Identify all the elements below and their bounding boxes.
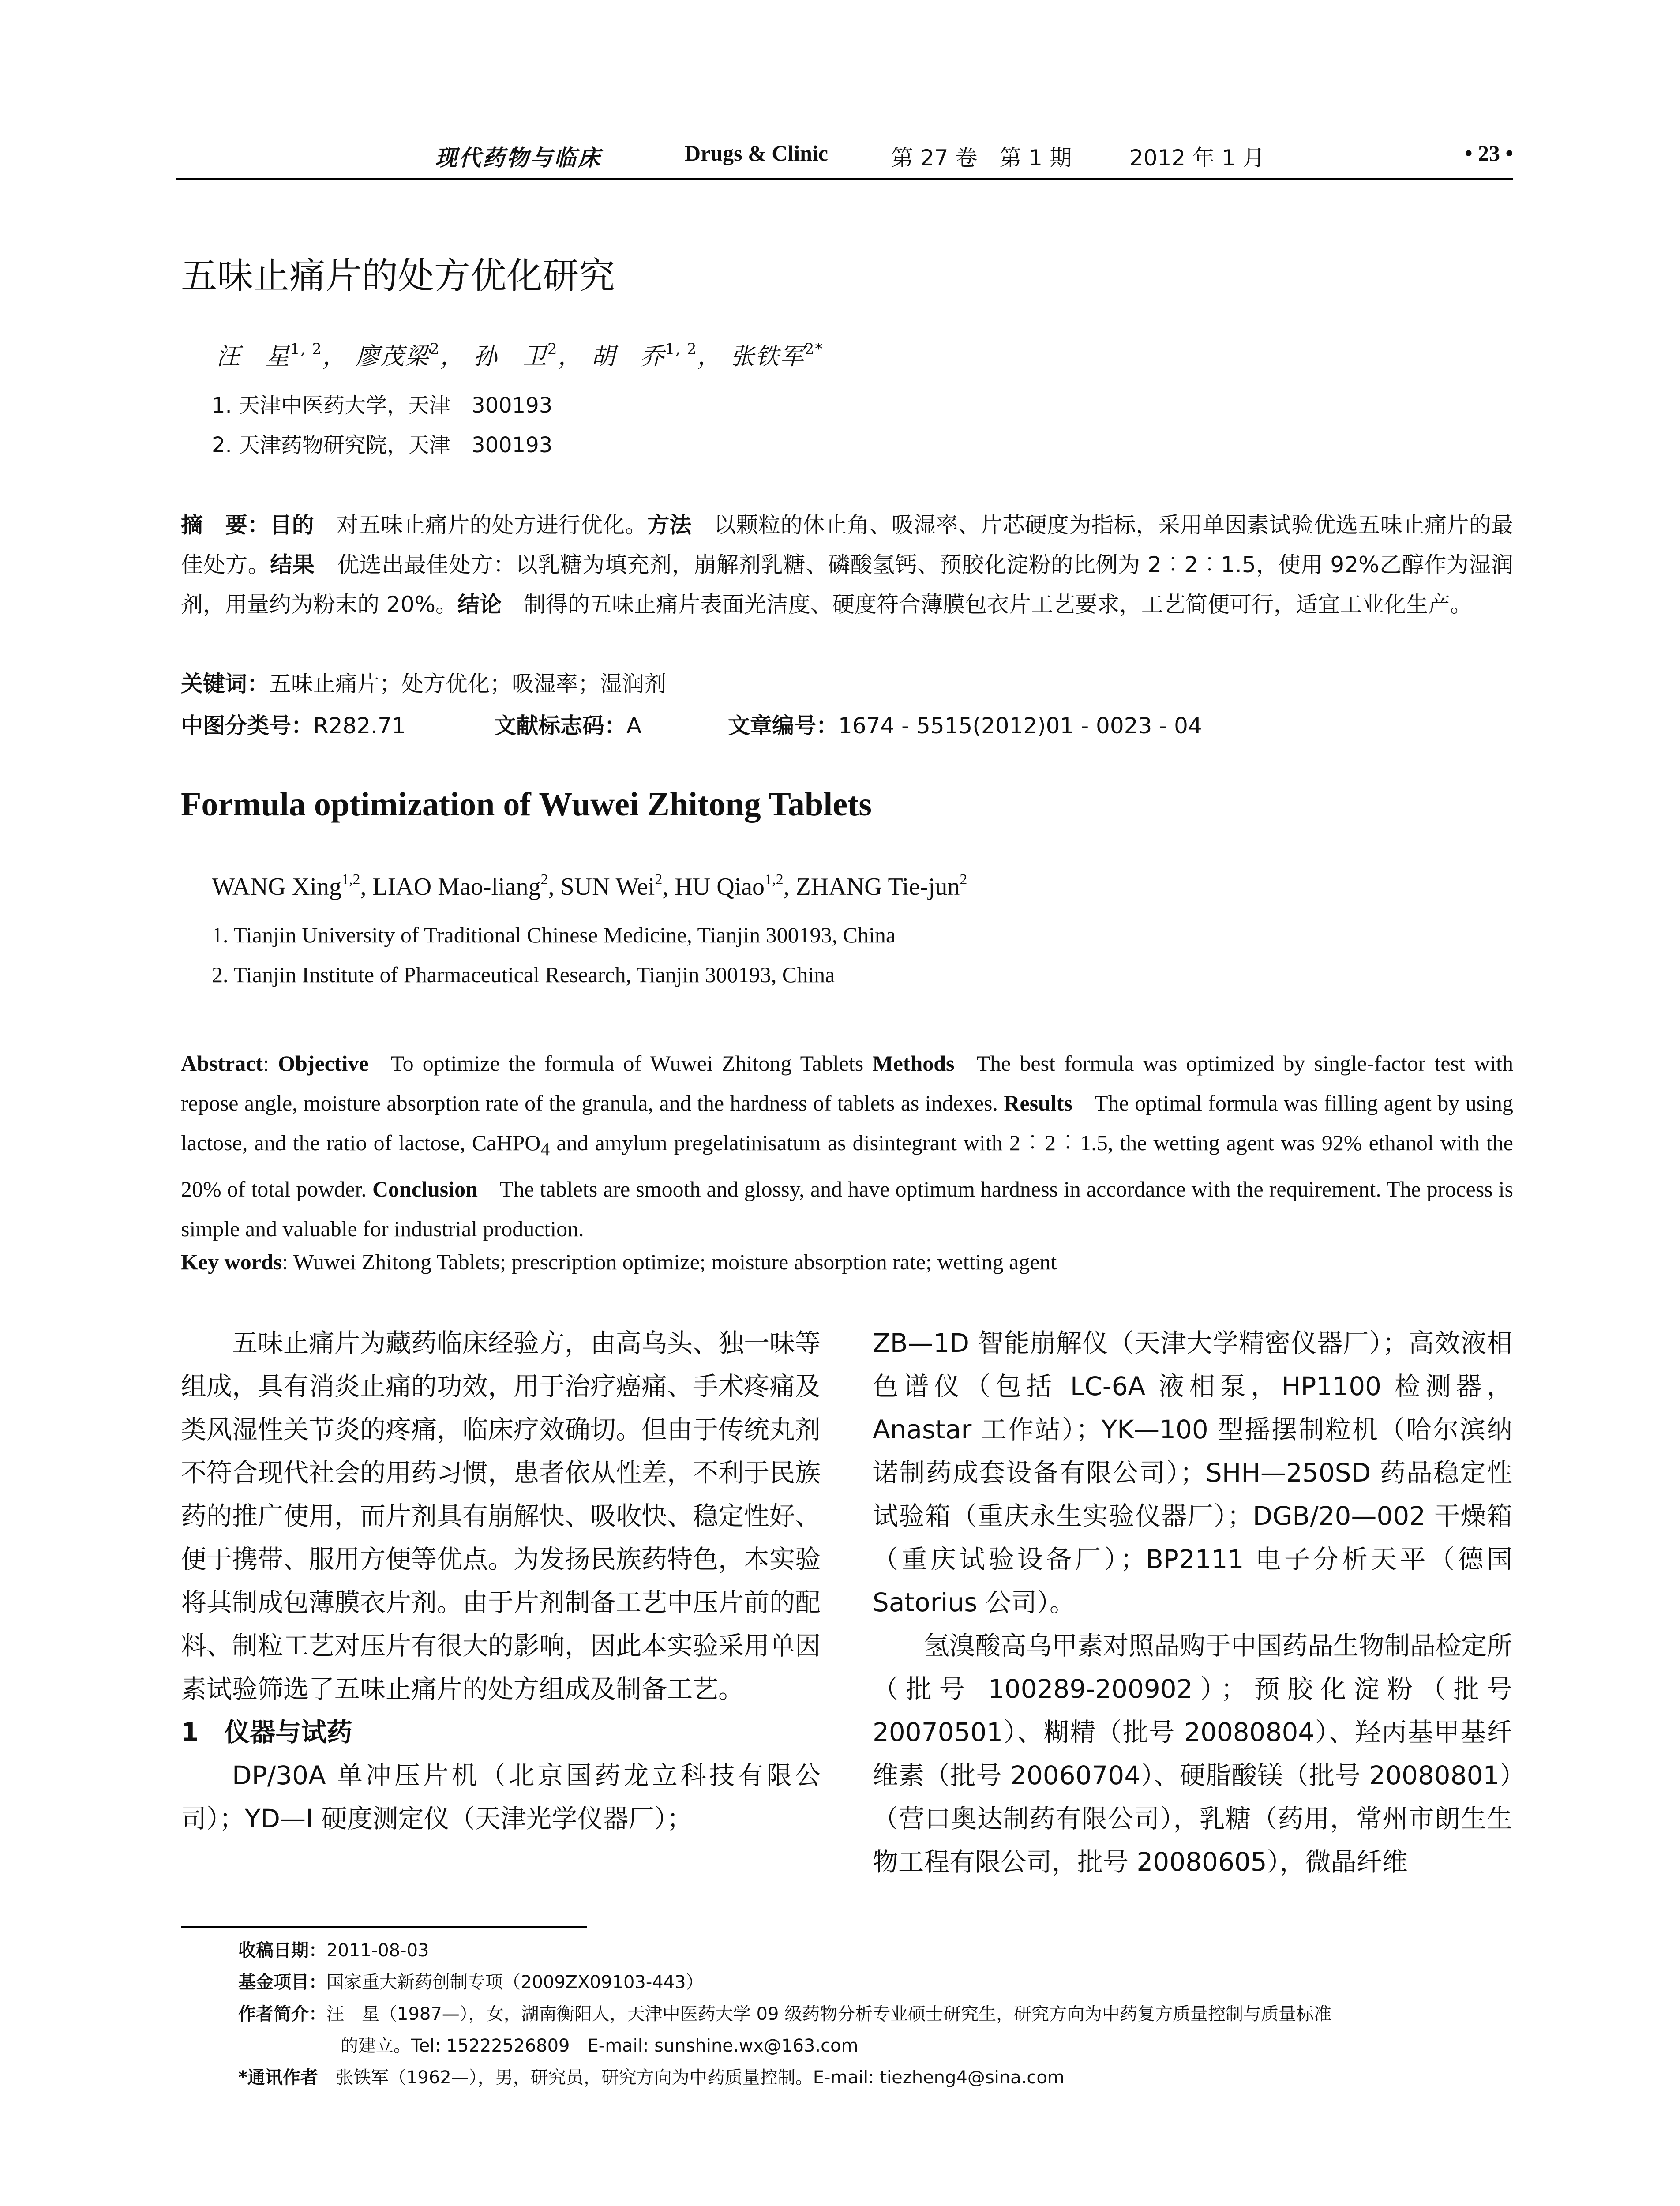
issue-date: 2012 年 1 月 <box>1129 145 1265 171</box>
author-affiliation-mark: 1, 2 <box>665 340 698 358</box>
affiliation-en-1: 1. Tianjin University of Traditional Chinese Medicine, Tianjin 300193, China <box>212 923 896 947</box>
journal-name-cn: 现代药物与临床 <box>435 145 602 171</box>
conclusion-text-en: The tablets are smooth and glossy, and have optimum hardness in accordance with the requirement. The process is simple and valuable for industrial production. <box>181 1177 1513 1241</box>
article-title-cn: 五味止痛片的处方优化研究 <box>181 255 615 297</box>
article-number-value: 1674 - 5515(2012)01 - 0023 - 04 <box>838 713 1202 739</box>
keywords-label-cn: 关键词： <box>181 671 269 697</box>
received-date: 2011-08-03 <box>326 1940 429 1961</box>
keywords-en: Key words: Wuwei Zhitong Tablets; prescription optimize; moisture absorption rate; wetting agent <box>181 1249 1057 1274</box>
affiliation-en-2: 2. Tianjin Institute of Pharmaceutical Research, Tianjin 300193, China <box>212 962 835 987</box>
author-affiliation-mark: 2 <box>540 871 548 888</box>
authors-en: WANG Xing$^{1,2}$, LIAO Mao-liang$^2$, SUN Wei$^2$, HU Qiao$^{1,2}$, ZHANG Tie-jun$^2$ <box>212 871 968 900</box>
author-affiliation-mark: 2 <box>960 871 968 888</box>
conclusion-label-cn: 结论 <box>458 592 502 617</box>
author-affiliation-mark: 1,2 <box>765 871 784 888</box>
page-number: • 23 • <box>1464 141 1513 165</box>
running-header <box>176 140 1513 171</box>
objective-text-cn: 对五味止痛片的处方进行优化。 <box>314 512 648 538</box>
methods-label-cn: 方法 <box>647 512 692 538</box>
conclusion-label-en: Conclusion <box>372 1177 478 1201</box>
objective-label-en: Objective <box>278 1051 369 1076</box>
instruments-paragraph-cont: ZB—1D 智能崩解仪（天津大学精密仪器厂）；高效液相色谱仪（包括 LC-6A 液相泵，HP1100 检测器，Anastar 工作站）；YK—100 型摇摆制粒机（哈尔滨纳诺制药成套设备有限公司）；SHH—250SD 药品稳定性试验箱（重庆永生实验仪器厂）；DGB/20—002 干燥箱（重庆试验设备厂）；BP2111 电子分析天平（德国 Satorius 公司）。 <box>873 1328 1512 1617</box>
received-label: 收稿日期： <box>238 1940 326 1961</box>
document-code-label: 文献标志码： <box>494 713 626 739</box>
intro-paragraph: 五味止痛片为藏药临床经验方，由高乌头、独一味等组成，具有消炎止痛的功效，用于治疗癌痛、手术疼痛及类风湿性关节炎的疼痛，临床疗效确切。但由于传统丸剂不符合现代社会的用药习惯，患者依从性差，不利于民族药的推广使用，而片剂具有崩解快、吸收快、稳定性好、便于携带、服用方便等优点。为发扬民族药特色，本实验将其制成包薄膜衣片剂。由于片剂制备工艺中压片前的配料、制粒工艺对压片有很大的影响，因此本实验采用单因素试验筛选了五味止痛片的处方组成及制备工艺。 <box>181 1328 821 1704</box>
results-label-cn: 结果 <box>270 552 315 578</box>
results-text-en: The optimal formula was filling agent by using lactose, and the ratio of lactose, CaHPO <box>181 1091 1514 1155</box>
subscript-4: 4 <box>540 1139 550 1159</box>
abstract-label-cn: 摘 要： <box>181 512 270 538</box>
body-column-right <box>873 1321 1512 1883</box>
clc-number <box>181 706 406 746</box>
footnote-received <box>238 1935 1513 1966</box>
methods-text-cn: 以颗粒的休止角、吸湿率、片芯硬度为指标，采用单因素试验优选五味止痛片的最佳处方。 <box>181 512 1514 578</box>
header-rule <box>176 178 1513 180</box>
author-name: 廖茂梁 <box>356 342 430 370</box>
author-affiliation-mark: 2 <box>547 340 558 358</box>
keywords-cn <box>181 664 1513 704</box>
author-affiliation-mark: 1, 2 <box>290 340 322 358</box>
affiliation-cn-1: 1. 天津中医药大学，天津 300193 <box>212 393 553 418</box>
fund-text: 国家重大新药创制专项（2009ZX09103-443） <box>326 1972 704 1992</box>
article-number-label: 文章编号： <box>728 713 838 739</box>
author-name: 汪 星 <box>216 342 290 370</box>
results-text-cn: 优选出最佳处方：以乳糖为填充剂，崩解剂乳糖、磷酸氢钙、预胶化淀粉的比例为 2︰2︰1.5，使用 92%乙醇作为湿润剂，用量约为粉末的 20%。 <box>181 552 1514 617</box>
article-title-en: Formula optimization of Wuwei Zhitong Tablets <box>181 786 872 823</box>
body-column-left <box>181 1321 821 1840</box>
article-number <box>728 706 1202 746</box>
abstract-cn <box>181 505 1513 624</box>
keywords-label-en: Key words <box>181 1249 282 1274</box>
author-name: ZHANG Tie-jun <box>795 873 960 900</box>
results-label-en: Results <box>1004 1091 1072 1115</box>
corresponding-label: *通讯作者 <box>238 2067 318 2088</box>
methods-text-en: The best formula was optimized by single-factor test with repose angle, moisture absorption rate of the granula, and the hardness of tablets as indexes. <box>181 1051 1513 1115</box>
author-bio-line1: 汪 星（1987—），女，湖南衡阳人，天津中医药大学 09 级药物分析专业硕士研究生，研究方向为中药复方质量控制与质量标准 <box>326 2004 1332 2024</box>
footnote-corresponding <box>238 2062 1513 2093</box>
clc-value: R282.71 <box>313 713 406 739</box>
authors-cn: 汪 星$^{1, 2}$， 廖茂梁$^2$， 孙 卫$^2$， 胡 乔$^{1, 2}$， 张铁军$^{2*}$ <box>216 340 824 370</box>
author-name: HU Qiao <box>675 873 765 900</box>
corresponding-text: 张铁军（1962—），男，研究员，研究方向为中药质量控制。E-mail: tiezheng4@sina.com <box>335 2067 1065 2088</box>
author-name: SUN Wei <box>560 873 655 900</box>
journal-name-en: Drugs & Clinic <box>685 141 828 165</box>
abstract-label-en: Abstract <box>181 1051 263 1076</box>
objective-label-cn: 目的 <box>270 512 315 538</box>
footnote-author <box>238 1998 1513 2030</box>
author-name: 孙 卫 <box>473 342 548 370</box>
fund-label: 基金项目： <box>238 1972 326 1992</box>
author-name: 张铁军 <box>730 342 805 370</box>
objective-text-en: To optimize the formula of Wuwei Zhitong Tablets <box>390 1051 864 1076</box>
footnote-rule <box>181 1926 587 1928</box>
author-affiliation-mark: 2 <box>430 340 440 358</box>
section-heading-instruments: 1 仪器与试药 <box>181 1717 352 1747</box>
document-code-value: A <box>626 713 642 739</box>
methods-label-en: Methods <box>872 1051 955 1076</box>
footnotes <box>238 1935 1513 2093</box>
author-name: 胡 乔 <box>591 342 665 370</box>
clc-label: 中图分类号： <box>181 713 313 739</box>
keywords-text-cn: 五味止痛片；处方优化；吸湿率；湿润剂 <box>269 671 666 697</box>
document-code <box>494 706 642 746</box>
results-text-en-cont: and amylum pregelatinisatum as disintegrant with 2︰2︰1.5, the wetting agent was 92% ethanol with the 20% of total powder. <box>181 1130 1513 1201</box>
author-affiliation-mark: 1,2 <box>341 871 360 888</box>
volume-issue: 第 27 卷 第 1 期 <box>891 145 1072 171</box>
affiliation-cn-2: 2. 天津药物研究院，天津 300193 <box>212 433 553 458</box>
author-name: LIAO Mao-liang <box>372 873 541 900</box>
reagents-paragraph: 氢溴酸高乌甲素对照品购于中国药品生物制品检定所（批号 100289-200902）；预胶化淀粉（批号 20070501）、糊精（批号 20080804）、羟丙基甲基纤维素（批号 20060704）、硬脂酸镁（批号 20080801）（营口奥达制药有限公司），乳糖（药用，常州市朗生生物工程有限公司，批号 20080605），微晶纤维 <box>873 1631 1513 1877</box>
footnote-author-cont: 的建立。Tel: 15222526809 E-mail: sunshine.wx@163.com <box>341 2036 859 2056</box>
footnote-fund <box>238 1966 1513 1998</box>
abstract-en: Abstract: Objective To optimize the formula of Wuwei Zhitong Tablets Methods The best formula was optimized by single-factor test with repose angle, moisture absorption rate of the granula, and the hardness of tablets as indexes. Results The optimal formula was filling agent by using lactose, and the ratio of lactose, CaHPO$_4$ and amylum pregelatinisatum as disintegrant with 2︰2︰1.5, the wetting agent was 92% ethanol with the 20% of total powder. Conclusion The tablets are smooth and glossy, and have optimum hardness in accordance with the requirement. The process is simple and valuable for industrial production. <box>181 1051 1514 1241</box>
author-bio-label: 作者简介： <box>238 2004 326 2024</box>
author-affiliation-mark: 2 <box>655 871 663 888</box>
instruments-paragraph: DP/30A 单冲压片机（北京国药龙立科技有限公司）；YD—I 硬度测定仪（天津光学仪器厂）； <box>181 1760 821 1834</box>
author-name: WANG Xing <box>212 873 341 900</box>
keywords-text-en: Wuwei Zhitong Tablets; prescription optimize; moisture absorption rate; wetting agent <box>293 1249 1057 1274</box>
author-affiliation-mark: 2* <box>804 340 824 358</box>
conclusion-text-cn: 制得的五味止痛片表面光洁度、硬度符合薄膜包衣片工艺要求，工艺简便可行，适宜工业化生产。 <box>502 592 1473 617</box>
